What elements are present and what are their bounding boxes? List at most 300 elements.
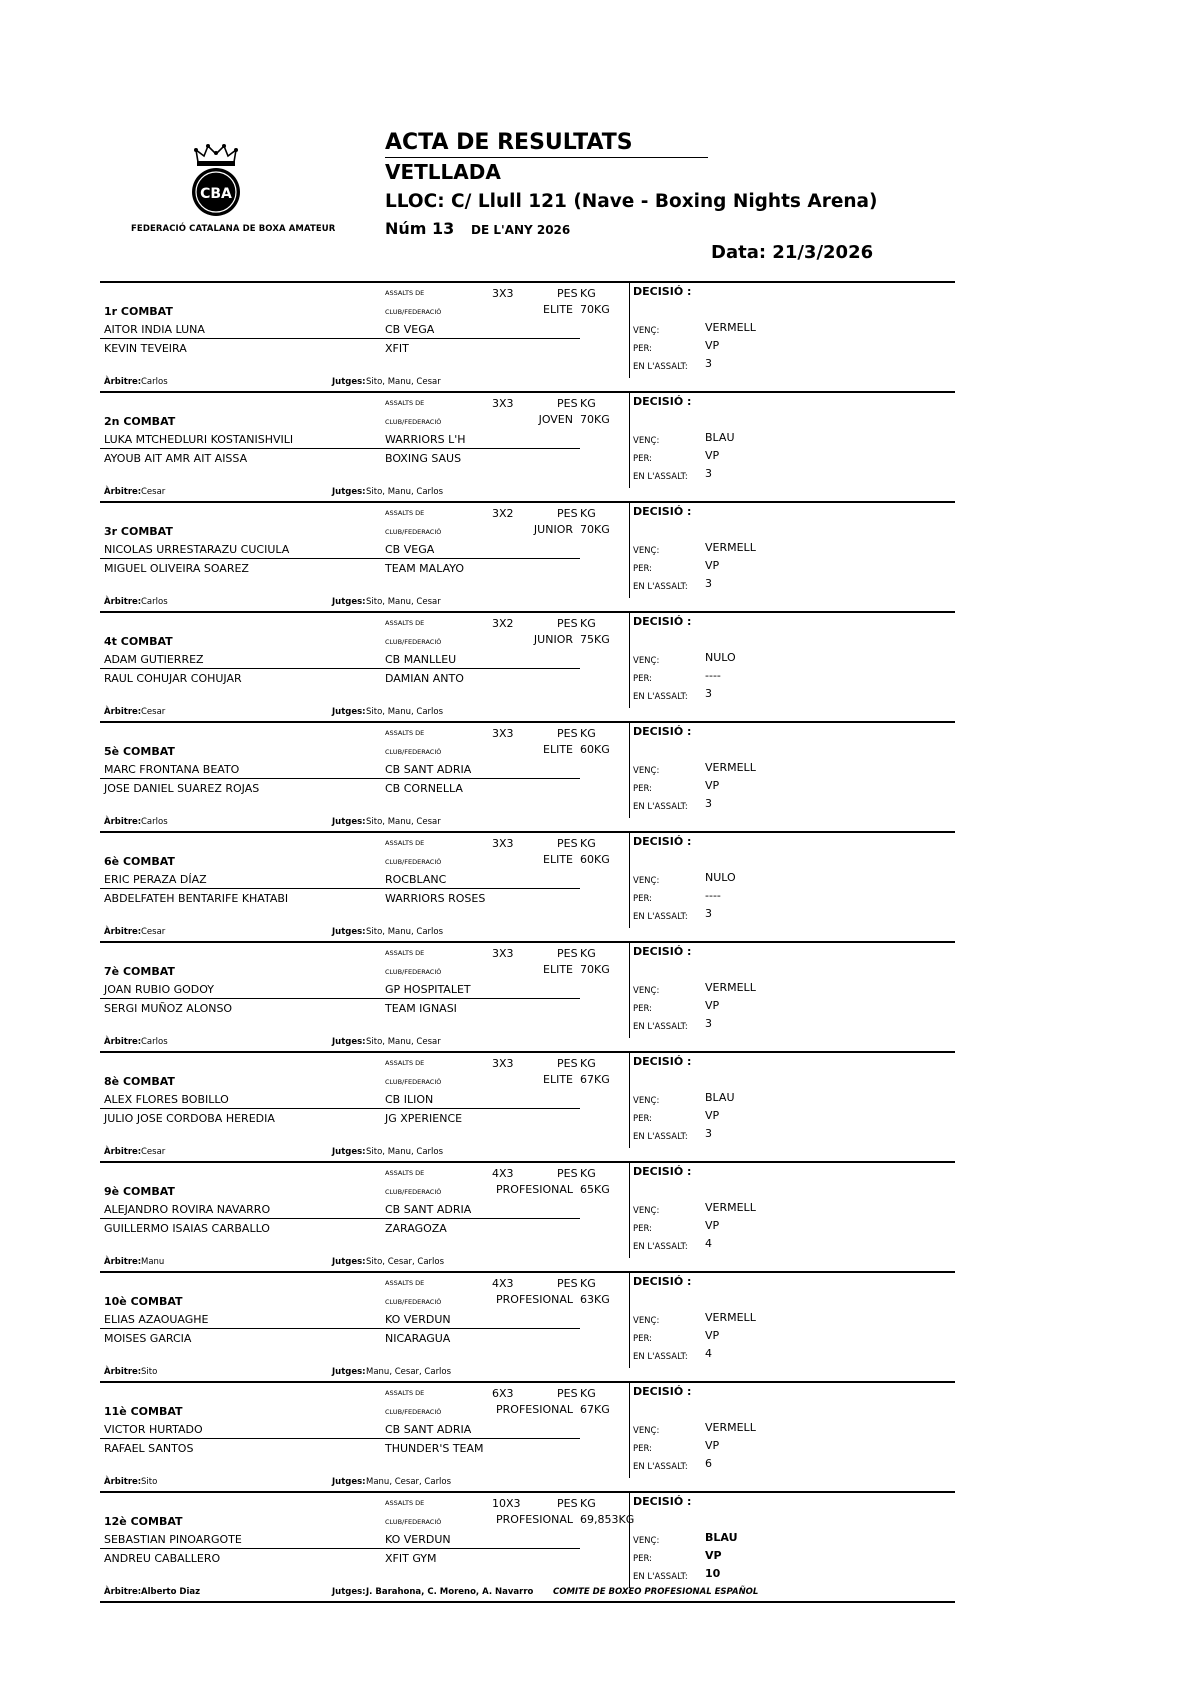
club-red: CB SANT ADRIA (385, 1203, 472, 1216)
per-label: PER: (633, 1554, 653, 1564)
referee-name: Cesar (141, 927, 166, 937)
venc-label: VENÇ: (633, 546, 660, 556)
pes-label: PES (557, 1497, 578, 1510)
judges-label: Jutges: (332, 1037, 366, 1047)
weight: 60KG (580, 743, 610, 756)
decision-divider (629, 833, 630, 928)
referee-name: Alberto Diaz (141, 1587, 201, 1597)
row-underline (100, 338, 580, 339)
row-underline (100, 1328, 580, 1329)
decision-label: DECISIÓ : (633, 505, 692, 518)
winner: VERMELL (705, 1201, 756, 1214)
judges-names: Sito, Manu, Cesar (366, 1037, 441, 1047)
assalts-value: 3X3 (492, 1057, 514, 1070)
federation-logo (186, 142, 246, 218)
decision-divider (629, 393, 630, 488)
category: JUNIOR (533, 633, 573, 646)
boxer-red: ADAM GUTIERREZ (104, 653, 204, 666)
club-label: CLUB/FEDERACIÓ (385, 1078, 442, 1086)
per-value: VP (705, 559, 720, 572)
per-value: VP (705, 1439, 720, 1452)
row-underline (100, 1218, 580, 1219)
decision-label: DECISIÓ : (633, 835, 692, 848)
page-title: ACTA DE RESULTATS (385, 130, 633, 155)
referee-name: Carlos (141, 1037, 168, 1047)
event-date: Data: 21/3/2026 (711, 242, 874, 263)
boxer-blue: MOISES GARCIA (104, 1332, 192, 1345)
pes-label: PES (557, 837, 578, 850)
club-blue: XFIT GYM (385, 1552, 437, 1565)
assalt-label: EN L'ASSALT: (633, 1462, 688, 1472)
referee-name: Carlos (141, 817, 168, 827)
judges-label: Jutges: (332, 927, 366, 937)
boxer-red: ELIAS AZAOUAGHE (104, 1313, 209, 1326)
boxer-red: AITOR INDIA LUNA (104, 323, 205, 336)
pes-label: PES (557, 617, 578, 630)
kg-label: KG (580, 1497, 596, 1510)
club-blue: JG XPERIENCE (385, 1112, 463, 1125)
boxer-red: ERIC PERAZA DÍAZ (104, 873, 207, 886)
per-label: PER: (633, 344, 653, 354)
assalts-label: ASSALTS DE (385, 399, 425, 407)
club-label: CLUB/FEDERACIÓ (385, 968, 442, 976)
kg-label: KG (580, 1277, 596, 1290)
weight: 70KG (580, 413, 610, 426)
boxer-blue: MIGUEL OLIVEIRA SOAREZ (104, 562, 249, 575)
combat-block (100, 1051, 955, 1161)
club-blue: BOXING SAUS (385, 452, 462, 465)
kg-label: KG (580, 837, 596, 850)
venc-label: VENÇ: (633, 1206, 660, 1216)
boxer-red: VICTOR HURTADO (104, 1423, 203, 1436)
row-underline (100, 998, 580, 999)
decision-divider (629, 1273, 630, 1368)
row-underline (100, 558, 580, 559)
winner: VERMELL (705, 761, 756, 774)
federation-name: FEDERACIÓ CATALANA DE BOXA AMATEUR (131, 224, 336, 234)
pes-label: PES (557, 397, 578, 410)
referee-label: Àrbitre: (104, 817, 142, 827)
assalt-label: EN L'ASSALT: (633, 582, 688, 592)
decision-label: DECISIÓ : (633, 945, 692, 958)
judges-names: Manu, Cesar, Carlos (366, 1477, 452, 1487)
boxer-red: ALEX FLORES BOBILLO (104, 1093, 229, 1106)
pes-label: PES (557, 727, 578, 740)
assalt-label: EN L'ASSALT: (633, 1352, 688, 1362)
per-label: PER: (633, 674, 653, 684)
assalts-value: 3X3 (492, 287, 514, 300)
club-label: CLUB/FEDERACIÓ (385, 1298, 442, 1306)
club-blue: TEAM MALAYO (385, 562, 465, 575)
kg-label: KG (580, 947, 596, 960)
venc-label: VENÇ: (633, 326, 660, 336)
pes-label: PES (557, 947, 578, 960)
judges-label: Jutges: (332, 1367, 366, 1377)
referee-label: Àrbitre: (104, 377, 142, 387)
club-label: CLUB/FEDERACIÓ (385, 528, 442, 536)
assalts-value: 4X3 (492, 1277, 514, 1290)
winner: BLAU (705, 431, 735, 444)
assalts-label: ASSALTS DE (385, 1499, 425, 1507)
event-year: DE L'ANY 2026 (471, 223, 571, 237)
winner: VERMELL (705, 541, 756, 554)
round-value: 3 (705, 1127, 712, 1140)
combat-block (100, 281, 955, 391)
category: ELITE (543, 303, 573, 316)
combat-number: 7è COMBAT (104, 965, 175, 978)
per-value: ---- (705, 669, 721, 682)
judges-names: Manu, Cesar, Carlos (366, 1367, 452, 1377)
combat-number: 5è COMBAT (104, 745, 175, 758)
boxer-blue: JOSE DANIEL SUAREZ ROJAS (104, 782, 260, 795)
decision-divider (629, 1383, 630, 1478)
winner: NULO (705, 651, 736, 664)
combat-block (100, 1161, 955, 1271)
referee-label: Àrbitre: (104, 1037, 142, 1047)
round-value: 3 (705, 577, 712, 590)
decision-label: DECISIÓ : (633, 1385, 692, 1398)
assalts-label: ASSALTS DE (385, 509, 425, 517)
club-blue: NICARAGUA (385, 1332, 451, 1345)
decision-divider (629, 283, 630, 378)
combat-number: 10è COMBAT (104, 1295, 183, 1308)
judges-names: Sito, Manu, Carlos (366, 707, 444, 717)
assalt-label: EN L'ASSALT: (633, 472, 688, 482)
boxer-blue: JULIO JOSE CORDOBA HEREDIA (104, 1112, 275, 1125)
combat-block (100, 831, 955, 941)
per-label: PER: (633, 454, 653, 464)
assalt-label: EN L'ASSALT: (633, 1022, 688, 1032)
club-blue: XFIT (385, 342, 409, 355)
weight: 67KG (580, 1073, 610, 1086)
kg-label: KG (580, 287, 596, 300)
club-red: CB SANT ADRIA (385, 763, 472, 776)
combat-number: 12è COMBAT (104, 1515, 183, 1528)
per-value: VP (705, 779, 720, 792)
judges-names: Sito, Manu, Cesar (366, 377, 441, 387)
weight: 60KG (580, 853, 610, 866)
pes-label: PES (557, 287, 578, 300)
decision-divider (629, 1053, 630, 1148)
judges-label: Jutges: (332, 1477, 366, 1487)
decision-label: DECISIÓ : (633, 285, 692, 298)
assalt-label: EN L'ASSALT: (633, 1242, 688, 1252)
club-label: CLUB/FEDERACIÓ (385, 418, 442, 426)
weight: 65KG (580, 1183, 610, 1196)
combat-block (100, 501, 955, 611)
per-label: PER: (633, 1444, 653, 1454)
boxer-red: MARC FRONTANA BEATO (104, 763, 240, 776)
combat-number: 8è COMBAT (104, 1075, 175, 1088)
assalts-label: ASSALTS DE (385, 619, 425, 627)
club-label: CLUB/FEDERACIÓ (385, 308, 442, 316)
decision-divider (629, 943, 630, 1038)
assalts-value: 3X2 (492, 507, 514, 520)
referee-label: Àrbitre: (104, 1367, 142, 1377)
boxer-red: LUKA MTCHEDLURI KOSTANISHVILI (104, 433, 294, 446)
venc-label: VENÇ: (633, 876, 660, 886)
club-red: ROCBLANC (385, 873, 447, 886)
winner: BLAU (705, 1531, 738, 1544)
club-blue: WARRIORS ROSES (385, 892, 486, 905)
referee-name: Sito (141, 1367, 158, 1377)
category: JOVEN (538, 413, 573, 426)
round-value: 4 (705, 1237, 712, 1250)
boxer-blue: SERGI MUÑOZ ALONSO (104, 1002, 233, 1015)
per-label: PER: (633, 1114, 653, 1124)
assalt-label: EN L'ASSALT: (633, 1132, 688, 1142)
judges-names: Sito, Cesar, Carlos (366, 1257, 445, 1267)
referee-label: Àrbitre: (104, 1477, 142, 1487)
assalts-value: 3X2 (492, 617, 514, 630)
venue-location: LLOC: C/ Llull 121 (Nave - Boxing Nights Arena) (385, 191, 878, 212)
assalts-value: 4X3 (492, 1167, 514, 1180)
decision-label: DECISIÓ : (633, 615, 692, 628)
referee-name: Cesar (141, 1147, 166, 1157)
winner: VERMELL (705, 1421, 756, 1434)
kg-label: KG (580, 507, 596, 520)
judges-label: Jutges: (332, 817, 366, 827)
club-red: CB MANLLEU (385, 653, 457, 666)
venc-label: VENÇ: (633, 436, 660, 446)
round-value: 3 (705, 907, 712, 920)
assalts-label: ASSALTS DE (385, 1059, 425, 1067)
judges-committee: COMITE DE BOXEO PROFESIONAL ESPAÑOL (553, 1587, 759, 1597)
boxer-blue: ANDREU CABALLERO (104, 1552, 221, 1565)
referee-label: Àrbitre: (104, 597, 142, 607)
combat-number: 6è COMBAT (104, 855, 175, 868)
pes-label: PES (557, 507, 578, 520)
per-label: PER: (633, 1004, 653, 1014)
judges-names: Sito, Manu, Cesar (366, 597, 441, 607)
combat-block (100, 1381, 955, 1491)
assalts-value: 3X3 (492, 727, 514, 740)
combat-number: 4t COMBAT (104, 635, 173, 648)
category: JUNIOR (533, 523, 573, 536)
kg-label: KG (580, 617, 596, 630)
boxer-blue: AYOUB AIT AMR AIT AISSA (104, 452, 248, 465)
judges-label: Jutges: (332, 597, 366, 607)
boxer-blue: RAFAEL SANTOS (104, 1442, 194, 1455)
club-label: CLUB/FEDERACIÓ (385, 1408, 442, 1416)
venc-label: VENÇ: (633, 1096, 660, 1106)
weight: 69,853KG (580, 1513, 635, 1526)
weight: 70KG (580, 963, 610, 976)
decision-divider (629, 723, 630, 818)
per-value: VP (705, 1549, 722, 1562)
winner: VERMELL (705, 321, 756, 334)
round-value: 3 (705, 797, 712, 810)
club-blue: DAMIAN ANTO (385, 672, 464, 685)
row-underline (100, 888, 580, 889)
referee-name: Carlos (141, 597, 168, 607)
kg-label: KG (580, 397, 596, 410)
assalts-value: 6X3 (492, 1387, 514, 1400)
winner: BLAU (705, 1091, 735, 1104)
judges-label: Jutges: (332, 1257, 366, 1267)
judges-label: Jutges: (332, 1147, 366, 1157)
boxer-red: JOAN RUBIO GODOY (104, 983, 215, 996)
round-value: 4 (705, 1347, 712, 1360)
judges-label: Jutges: (332, 707, 366, 717)
judges-label: Jutges: (332, 487, 366, 497)
assalt-label: EN L'ASSALT: (633, 912, 688, 922)
round-value: 3 (705, 1017, 712, 1030)
decision-label: DECISIÓ : (633, 1055, 692, 1068)
combat-block (100, 1271, 955, 1381)
combat-block (100, 611, 955, 721)
assalt-label: EN L'ASSALT: (633, 362, 688, 372)
weight: 75KG (580, 633, 610, 646)
assalt-label: EN L'ASSALT: (633, 692, 688, 702)
assalts-value: 10X3 (492, 1497, 521, 1510)
page-subtitle: VETLLADA (385, 160, 501, 184)
row-underline (100, 778, 580, 779)
decision-label: DECISIÓ : (633, 725, 692, 738)
combat-block (100, 1491, 955, 1603)
referee-name: Cesar (141, 707, 166, 717)
kg-label: KG (580, 1387, 596, 1400)
category: PROFESIONAL (496, 1183, 573, 1196)
category: PROFESIONAL (496, 1513, 573, 1526)
venc-label: VENÇ: (633, 1426, 660, 1436)
combat-number: 2n COMBAT (104, 415, 176, 428)
venc-label: VENÇ: (633, 1316, 660, 1326)
decision-divider (629, 1493, 630, 1588)
decision-label: DECISIÓ : (633, 395, 692, 408)
club-red: CB VEGA (385, 543, 435, 556)
per-label: PER: (633, 564, 653, 574)
judges-names: Sito, Manu, Carlos (366, 1147, 444, 1157)
boxer-blue: KEVIN TEVEIRA (104, 342, 187, 355)
club-blue: CB CORNELLA (385, 782, 463, 795)
combat-block (100, 941, 955, 1051)
round-value: 6 (705, 1457, 712, 1470)
row-underline (100, 1438, 580, 1439)
assalts-value: 3X3 (492, 947, 514, 960)
weight: 63KG (580, 1293, 610, 1306)
per-value: VP (705, 449, 720, 462)
judges-names: Sito, Manu, Carlos (366, 927, 444, 937)
referee-name: Manu (141, 1257, 165, 1267)
referee-name: Cesar (141, 487, 166, 497)
assalts-label: ASSALTS DE (385, 1279, 425, 1287)
combat-block (100, 721, 955, 831)
club-red: CB ILION (385, 1093, 434, 1106)
referee-label: Àrbitre: (104, 1147, 142, 1157)
results-sheet (100, 281, 955, 1603)
club-red: WARRIORS L'H (385, 433, 466, 446)
referee-label: Àrbitre: (104, 487, 142, 497)
category: ELITE (543, 743, 573, 756)
pes-label: PES (557, 1277, 578, 1290)
assalts-value: 3X3 (492, 397, 514, 410)
club-label: CLUB/FEDERACIÓ (385, 858, 442, 866)
winner: VERMELL (705, 1311, 756, 1324)
club-label: CLUB/FEDERACIÓ (385, 1188, 442, 1196)
judges-label: Jutges: (332, 377, 366, 387)
club-red: CB VEGA (385, 323, 435, 336)
decision-label: DECISIÓ : (633, 1165, 692, 1178)
combat-number: 1r COMBAT (104, 305, 173, 318)
boxer-blue: ABDELFATEH BENTARIFE KHATABI (104, 892, 289, 905)
club-label: CLUB/FEDERACIÓ (385, 638, 442, 646)
logo-text: CBA (200, 186, 232, 202)
row-underline (100, 448, 580, 449)
round-value: 3 (705, 357, 712, 370)
kg-label: KG (580, 727, 596, 740)
assalt-label: EN L'ASSALT: (633, 1572, 688, 1582)
pes-label: PES (557, 1387, 578, 1400)
per-label: PER: (633, 1334, 653, 1344)
category: ELITE (543, 853, 573, 866)
assalts-label: ASSALTS DE (385, 1169, 425, 1177)
judges-names: Sito, Manu, Cesar (366, 817, 441, 827)
row-underline (100, 1548, 580, 1549)
category: PROFESIONAL (496, 1293, 573, 1306)
per-label: PER: (633, 1224, 653, 1234)
club-red: CB SANT ADRIA (385, 1423, 472, 1436)
per-label: PER: (633, 784, 653, 794)
decision-label: DECISIÓ : (633, 1495, 692, 1508)
kg-label: KG (580, 1057, 596, 1070)
club-blue: TEAM IGNASI (385, 1002, 457, 1015)
event-number: Núm 13 (385, 219, 455, 238)
boxer-red: NICOLAS URRESTARAZU CUCIULA (104, 543, 290, 556)
row-underline (100, 668, 580, 669)
combat-number: 11è COMBAT (104, 1405, 183, 1418)
referee-name: Carlos (141, 377, 168, 387)
weight: 70KG (580, 523, 610, 536)
round-value: 3 (705, 687, 712, 700)
decision-divider (629, 1163, 630, 1258)
club-blue: THUNDER'S TEAM (385, 1442, 484, 1455)
referee-name: Sito (141, 1477, 158, 1487)
judges-label: Jutges: (332, 1587, 366, 1597)
pes-label: PES (557, 1167, 578, 1180)
combat-block (100, 391, 955, 501)
per-value: VP (705, 339, 720, 352)
decision-divider (629, 613, 630, 708)
assalts-label: ASSALTS DE (385, 729, 425, 737)
assalts-value: 3X3 (492, 837, 514, 850)
club-label: CLUB/FEDERACIÓ (385, 1518, 442, 1526)
referee-label: Àrbitre: (104, 707, 142, 717)
boxer-blue: GUILLERMO ISAIAS CARBALLO (104, 1222, 270, 1235)
referee-label: Àrbitre: (104, 1587, 142, 1597)
club-label: CLUB/FEDERACIÓ (385, 748, 442, 756)
category: PROFESIONAL (496, 1403, 573, 1416)
assalts-label: ASSALTS DE (385, 289, 425, 297)
decision-divider (629, 503, 630, 598)
per-label: PER: (633, 894, 653, 904)
club-red: KO VERDUN (385, 1313, 451, 1326)
combat-number: 9è COMBAT (104, 1185, 175, 1198)
assalts-label: ASSALTS DE (385, 949, 425, 957)
club-blue: ZARAGOZA (385, 1222, 447, 1235)
weight: 67KG (580, 1403, 610, 1416)
per-value: VP (705, 999, 720, 1012)
club-red: KO VERDUN (385, 1533, 451, 1546)
assalts-label: ASSALTS DE (385, 839, 425, 847)
round-value: 3 (705, 467, 712, 480)
per-value: VP (705, 1109, 720, 1122)
category: ELITE (543, 963, 573, 976)
pes-label: PES (557, 1057, 578, 1070)
weight: 70KG (580, 303, 610, 316)
kg-label: KG (580, 1167, 596, 1180)
venc-label: VENÇ: (633, 1536, 660, 1546)
